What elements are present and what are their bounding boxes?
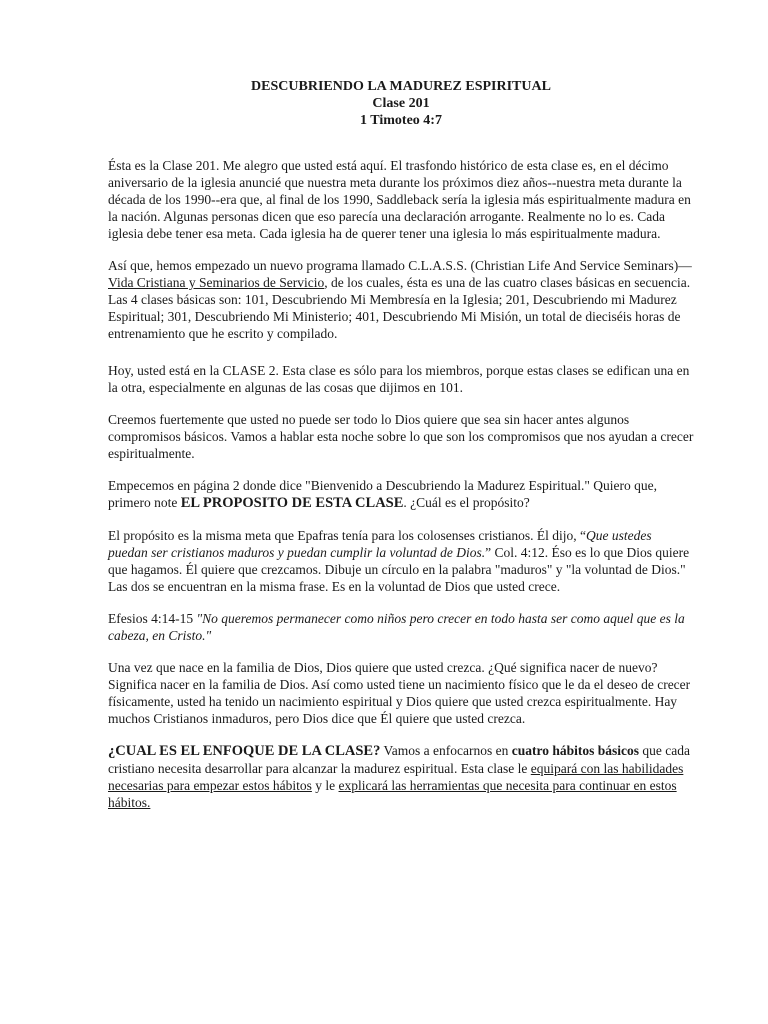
document-title: DESCUBRIENDO LA MADUREZ ESPIRITUAL	[251, 79, 551, 94]
text-segment: El propósito es la misma meta que Epafras tenía para los colosenses cristianos. Él dijo, “	[108, 528, 586, 543]
text-segment: . ¿Cuál es el propósito?	[403, 495, 530, 510]
verse-ref-text: Efesios 4:14-15	[108, 611, 197, 626]
text-segment: que cada cristiano necesita desarrollar para alcanzar la madurez espiritual. Esta clase le	[108, 743, 690, 776]
verse-reference: 1 Timoteo 4:7	[360, 113, 442, 128]
paragraph-epafras	[108, 527, 694, 595]
class-label: Clase 201	[372, 96, 430, 111]
text-segment: , de los cuales, ésta es una de las cuatro clases básicas en secuencia. Las 4 clases básicas son: 101, Descubriendo Mi Membresía en la Iglesia; 201, Descubriendo mi Madurez Espiritual; 301, Descubriendo Mi Ministerio; 401, Descubriendo Mi Misión, un total de dieciséis horas de entrenamiento que he escrito y compilado.	[108, 275, 691, 341]
italic-quote: Que ustedes puedan ser cristianos maduros y puedan cumplir la voluntad de Dios.	[108, 528, 652, 560]
paragraph-focus	[108, 742, 694, 811]
paragraph-efesios	[108, 610, 694, 644]
paragraph-commitments: Creemos fuertemente que usted no puede ser todo lo Dios quiere que sea sin hacer antes algunos compromisos básicos. Vamos a hablar esta noche sobre lo que son los compromisos que nos ayudan a crecer espiritualmente.	[108, 412, 694, 461]
text-segment: Así que, hemos empezado un nuevo programa llamado C.L.A.S.S. (Christian Life And Service Seminars)—	[108, 258, 692, 273]
paragraph-class-program	[108, 257, 694, 342]
text-segment: Vamos a enfocarnos en	[380, 743, 512, 758]
text-segment: ” Col. 4:12. Éso es lo que Dios quiere que hagamos. Él quiere que crezcamos. Dibuje un círculo en la palabra "maduros" y "la voluntad de Dios." Las dos se encuentran en la misma frase. Es en la voluntad de Dios que usted crece.	[108, 545, 690, 594]
text-segment: Empecemos en página 2 donde dice "Bienvenido a Descubriendo la Madurez Espiritual." Quiero que, primero note	[108, 478, 657, 510]
text-segment: y le	[311, 778, 339, 793]
focus-heading: ¿CUAL ES EL ENFOQUE DE LA CLASE?	[108, 743, 381, 759]
underlined-program-name: Vida Cristiana y Seminarios de Servicio	[108, 275, 325, 290]
document-page	[108, 78, 694, 826]
paragraph-today: Hoy, usted está en la CLASE 2. Esta clase es sólo para los miembros, porque estas clases se edifican una en la otra, especialmente en algunas de las cosas que dijimos en 101.	[108, 363, 690, 395]
bold-four-habits: cuatro hábitos básicos	[511, 743, 639, 758]
bold-purpose-heading: EL PROPOSITO DE ESTA CLASE	[180, 495, 404, 511]
document-header	[108, 78, 694, 129]
underlined-explain-text: explicará las herramientas que necesita para continuar en estos hábitos.	[108, 778, 677, 810]
paragraph-intro: Ésta es la Clase 201. Me alegro que usted está aquí. El trasfondo histórico de esta clase es, en el décimo aniversario de la iglesia anuncié que nuestra meta durante los próximos diez años--nuestra meta durante la década de los 1990--era que, al final de los 1990, Saddleback sería la iglesia más espiritualmente madura en la nación. Algunas personas dicen que eso parecía una declaración arrogante. Realmente no lo es. Cada iglesia debe tener esa meta. Cada iglesia ha de querer tener una iglesia lo más espiritualmente madura.	[108, 158, 691, 241]
paragraph-purpose	[108, 477, 694, 512]
paragraph-born-again: Una vez que nace en la familia de Dios, Dios quiere que usted crezca. ¿Qué significa nacer de nuevo? Significa nacer en la familia de Dios. Así como usted tiene un nacimiento físico que le da el deseo de crecer físicamente, usted ha tenido un nacimiento espiritual y Dios quiere que usted crezca espiritualmente. Hay muchos Cristianos inmaduros, pero Dios dice que Él quiere que usted crezca.	[108, 660, 691, 726]
underlined-equip-text: equipará con las habilidades necesarias para empezar estos hábitos	[108, 761, 684, 793]
italic-verse-quote: "No queremos permanecer como niños pero crecer en todo hasta ser como aquel que es la cabeza, en Cristo."	[108, 611, 685, 643]
